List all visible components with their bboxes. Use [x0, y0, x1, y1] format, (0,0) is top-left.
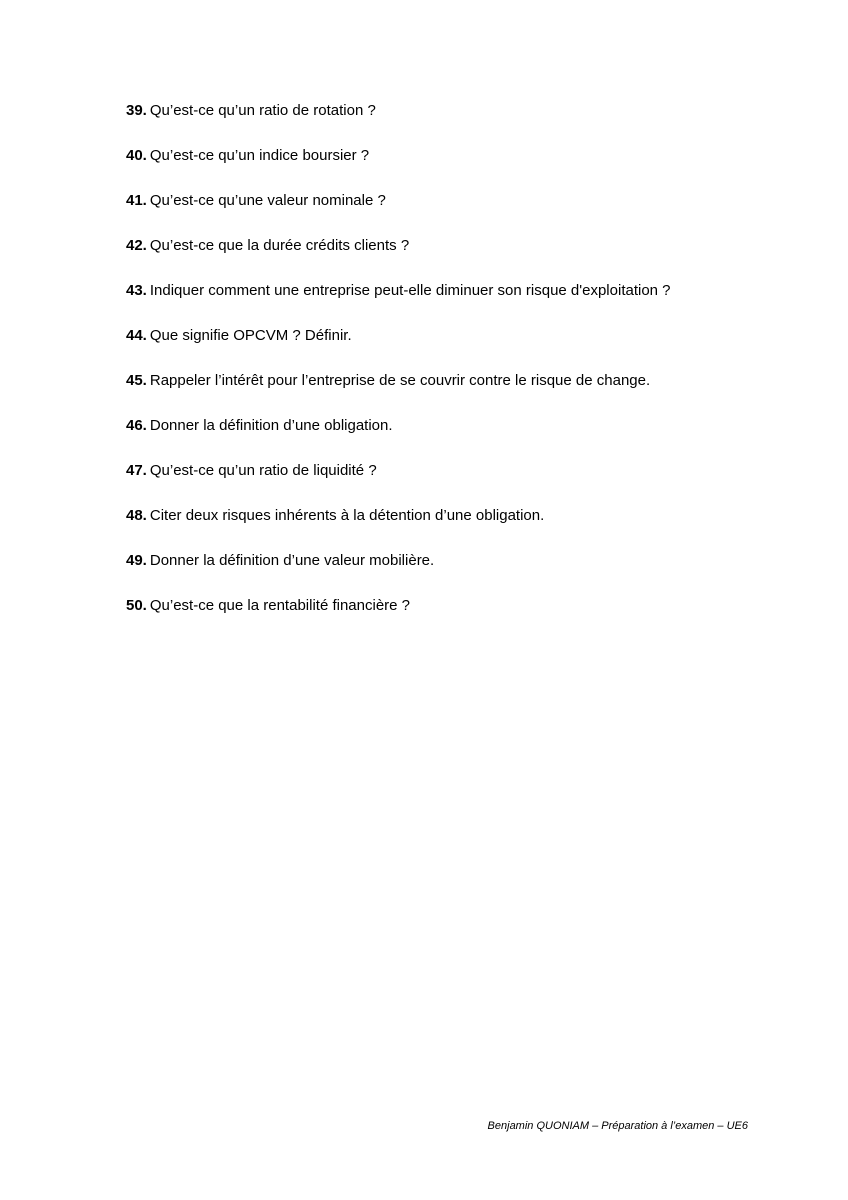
question-list: [126, 99, 806, 639]
question-text: Que signifie OPCVM ? Définir.: [149, 327, 352, 344]
question-number: 45.: [126, 372, 147, 389]
question-number: 47.: [126, 462, 147, 479]
question-number: 43.: [126, 282, 147, 299]
question-item: [126, 234, 806, 279]
question-text: Qu’est-ce qu’un indice boursier ?: [149, 147, 370, 164]
question-item: [126, 504, 806, 549]
question-item: [126, 99, 806, 144]
question-item: [126, 459, 806, 504]
question-item: [126, 189, 806, 234]
question-item: [126, 414, 806, 459]
question-number: 50.: [126, 597, 147, 614]
question-item: [126, 549, 806, 594]
question-number: 49.: [126, 552, 147, 569]
question-item: [126, 144, 806, 189]
question-text: Qu’est-ce qu’un ratio de rotation ?: [149, 102, 376, 119]
question-text: Donner la définition d’une valeur mobilière.: [149, 552, 435, 569]
question-number: 41.: [126, 192, 147, 209]
question-text: Qu’est-ce qu’une valeur nominale ?: [149, 192, 386, 209]
question-number: 44.: [126, 327, 147, 344]
question-number: 46.: [126, 417, 147, 434]
question-item: [126, 324, 806, 369]
question-text: Rappeler l’intérêt pour l’entreprise de se couvrir contre le risque de change.: [149, 372, 651, 389]
question-text: Qu’est-ce que la durée crédits clients ?: [149, 237, 410, 254]
question-number: 40.: [126, 147, 147, 164]
question-text: Qu’est-ce qu’un ratio de liquidité ?: [149, 462, 377, 479]
page-footer: Benjamin QUONIAM – Préparation à l’examen – UE6: [487, 1120, 748, 1132]
question-item: [126, 594, 806, 639]
question-number: 39.: [126, 102, 147, 119]
question-number: 42.: [126, 237, 147, 254]
question-text: Donner la définition d’une obligation.: [149, 417, 393, 434]
question-item: [126, 279, 806, 324]
question-text: Qu’est-ce que la rentabilité financière ?: [149, 597, 411, 614]
question-text: Citer deux risques inhérents à la détention d’une obligation.: [149, 507, 545, 524]
question-number: 48.: [126, 507, 147, 524]
question-item: [126, 369, 806, 414]
question-text: Indiquer comment une entreprise peut-elle diminuer son risque d'exploitation ?: [149, 282, 671, 299]
